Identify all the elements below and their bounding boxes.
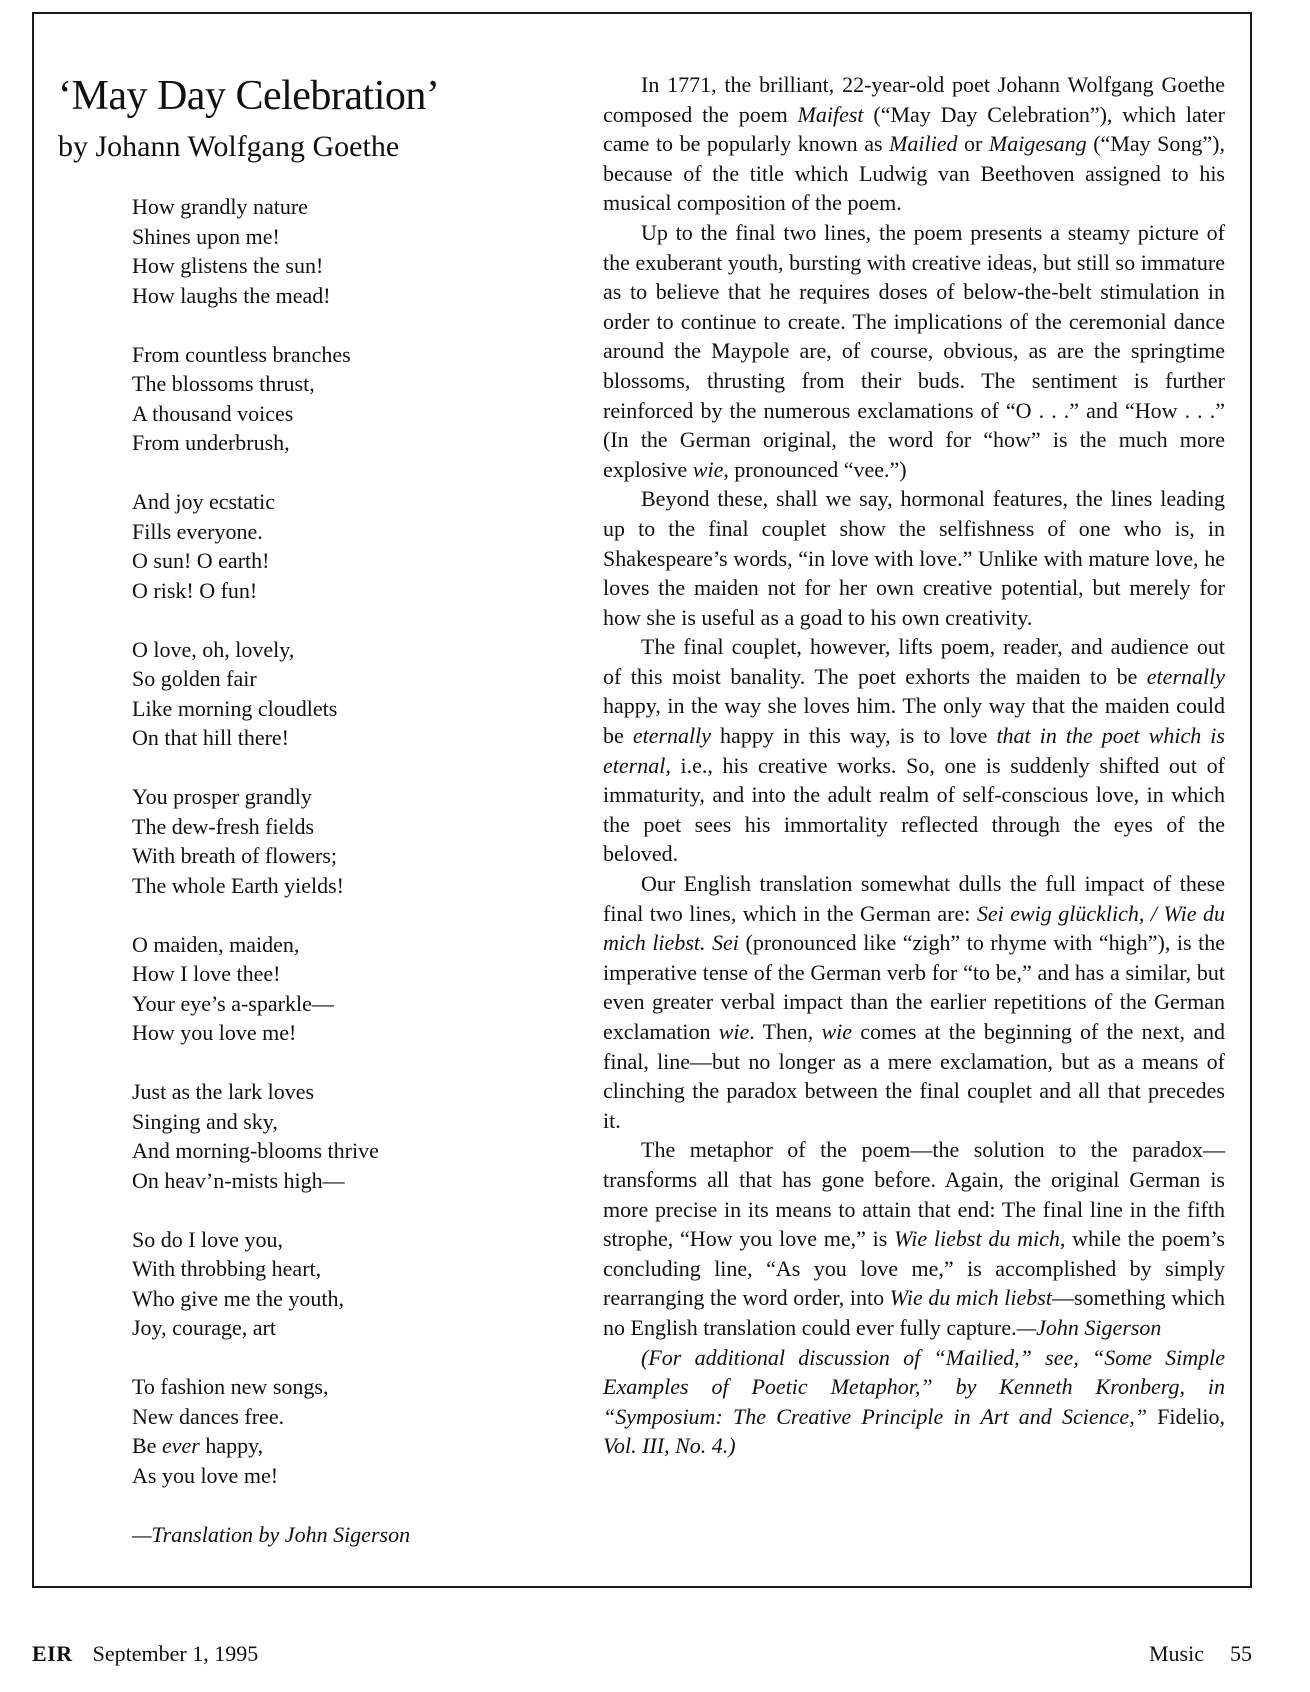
poem-line: So do I love you, — [132, 1226, 283, 1252]
poem-stanza — [132, 930, 528, 1048]
poem-line: With breath of flowers; — [132, 843, 337, 868]
poem-line: From countless branches — [132, 341, 351, 367]
poem-stanza — [132, 487, 528, 605]
poem-line: O love, oh, lovely, — [132, 636, 295, 662]
commentary-paragraph-6: The metaphor of the poem—the solution to the paradox—transforms all that has gone before. Again, the original German is more precise in its means to attain that end: The final line in the fifth strophe, “How you love me,” is Wie liebst du mich, while the poem’s concluding line, “As you love me,” is accomplished by simply rearranging the word order, into Wie du mich liebst—something which no English translation could ever fully capture.—John Sigerson — [603, 1137, 1225, 1340]
poem-line: Your eye’s a-sparkle— — [132, 990, 334, 1016]
poem-line: On that hill there! — [132, 725, 290, 750]
poem-stanza — [132, 340, 528, 458]
poem-stanza — [132, 1077, 528, 1195]
commentary-paragraph-1: In 1771, the brilliant, 22-year-old poet Johann Wolfgang Goethe composed the poem Maifest (“May Day Celebration”), which later came to be popularly known as Mailied or Maigesang (“May Song”), because of the title which Ludwig van Beethoven assigned to his musical composition of the poem. — [603, 72, 1226, 216]
poem-line: The blossoms thrust, — [132, 371, 315, 396]
poem — [132, 192, 528, 1490]
translation-credit: —Translation by John Sigerson — [132, 1521, 411, 1547]
commentary-column — [603, 70, 1225, 1461]
poem-line: From underbrush, — [132, 430, 290, 455]
poem-line: O maiden, maiden, — [132, 931, 300, 957]
commentary-paragraph-2: Up to the final two lines, the poem presents a steamy picture of the exuberant youth, bursting with creative ideas, but still so immature as to believe that he requires doses of below-the-belt stimulation in order to continue to create. The implications of the ceremonial dance around the Maypole are, of course, obvious, as are the springtime blossoms, thrusting from their buds. The sentiment is further reinforced by the numerous exclamations of “O . . .” and “How . . .” (In the German original, the word for “how” is the much more explosive wie, pronounced “vee.”) — [603, 219, 1225, 482]
poem-line: So golden fair — [132, 666, 257, 691]
poem-line: And morning-blooms thrive — [132, 1138, 379, 1163]
page-number: 55 — [1230, 1641, 1252, 1666]
poem-line: A thousand voices — [132, 400, 294, 426]
poem-line: With throbbing heart, — [132, 1256, 322, 1281]
poem-line: How laughs the mead! — [132, 282, 331, 308]
section-name: Music — [1149, 1641, 1204, 1666]
commentary-paragraph-3: Beyond these, shall we say, hormonal features, the lines leading up to the final couplet show the selfishness of one who is, in Shakespeare’s words, “in love with love.” Unlike with mature love, he loves the maiden not for her own creative potential, but merely for how she is useful as a goad to his own creativity. — [603, 486, 1225, 630]
publication-name: EIR — [32, 1641, 73, 1666]
poem-stanza — [132, 1225, 528, 1343]
editor-note: (For additional discussion of “Mailied,” see, “Some Simple Examples of Poetic Metaphor,” by Kenneth Kronberg, in “Symposium: The Creative Principle in Art and Science,” Fidelio, Vol. III, No. 4.) — [603, 1344, 1225, 1459]
poem-line: And joy ecstatic — [132, 489, 275, 514]
poem-line: As you love me! — [132, 1462, 279, 1488]
poem-stanza — [132, 192, 528, 310]
poem-column — [58, 70, 528, 1549]
poem-line: Like morning cloudlets — [132, 695, 338, 721]
page-footer — [32, 1640, 1252, 1668]
poem-line: New dances free. — [132, 1403, 285, 1429]
poem-line: Singing and sky, — [132, 1108, 278, 1134]
article-byline: by Johann Wolfgang Goethe — [58, 130, 400, 163]
poem-line: O sun! O earth! — [132, 548, 270, 573]
poem-line: Joy, courage, art — [132, 1315, 276, 1340]
poem-line: The dew-fresh fields — [132, 813, 315, 839]
article-title: ‘May Day Celebration’ — [58, 73, 440, 119]
poem-line: Be ever happy, — [132, 1433, 264, 1458]
commentary-paragraph-4: The final couplet, however, lifts poem, reader, and audience out of this moist banality. The poet exhorts the maiden to be eternally happy, in the way she loves him. The only way that the maiden could be eternally happy in this way, is to love that in the poet which is eternal, i.e., his creative works. So, one is suddenly shifted out of immaturity, and into the adult realm of self-conscious love, in which the poet sees his immortality reflected through the eyes of the beloved. — [603, 634, 1225, 867]
issue-date: September 1, 1995 — [92, 1641, 259, 1666]
commentary-paragraph-5: Our English translation somewhat dulls the full impact of these final two lines, which in the German are: Sei ewig glücklich, / Wie du mich liebst. Sei (pronounced like “zigh” to rhyme with “high”), is the imperative tense of the German verb for “to be,” and has a similar, but even greater verbal impact than the earlier repetitions of the German exclamation wie. Then, wie comes at the beginning of the next, and final, line—but no longer as a mere exclamation, but as a means of clinching the paradox between the final couplet and all that precedes it. — [603, 871, 1225, 1133]
poem-stanza — [132, 782, 528, 900]
poem-line: The whole Earth yields! — [132, 872, 344, 898]
poem-line: How glistens the sun! — [132, 253, 324, 278]
poem-line: How you love me! — [132, 1020, 297, 1045]
poem-line: To fashion new songs, — [132, 1374, 329, 1399]
poem-line: O risk! O fun! — [132, 577, 258, 603]
poem-line: Just as the lark loves — [132, 1079, 315, 1104]
poem-line: How I love thee! — [132, 961, 281, 986]
poem-stanza — [132, 635, 528, 753]
footer-right — [1149, 1640, 1252, 1668]
poem-line: Fills everyone. — [132, 518, 263, 544]
poem-line: Who give me the youth, — [132, 1285, 345, 1311]
poem-line: You prosper grandly — [132, 784, 312, 809]
poem-line: How grandly nature — [132, 194, 308, 219]
poem-stanza — [132, 1372, 528, 1490]
poem-line: Shines upon me! — [132, 223, 280, 249]
poem-line: On heav’n-mists high— — [132, 1167, 345, 1193]
